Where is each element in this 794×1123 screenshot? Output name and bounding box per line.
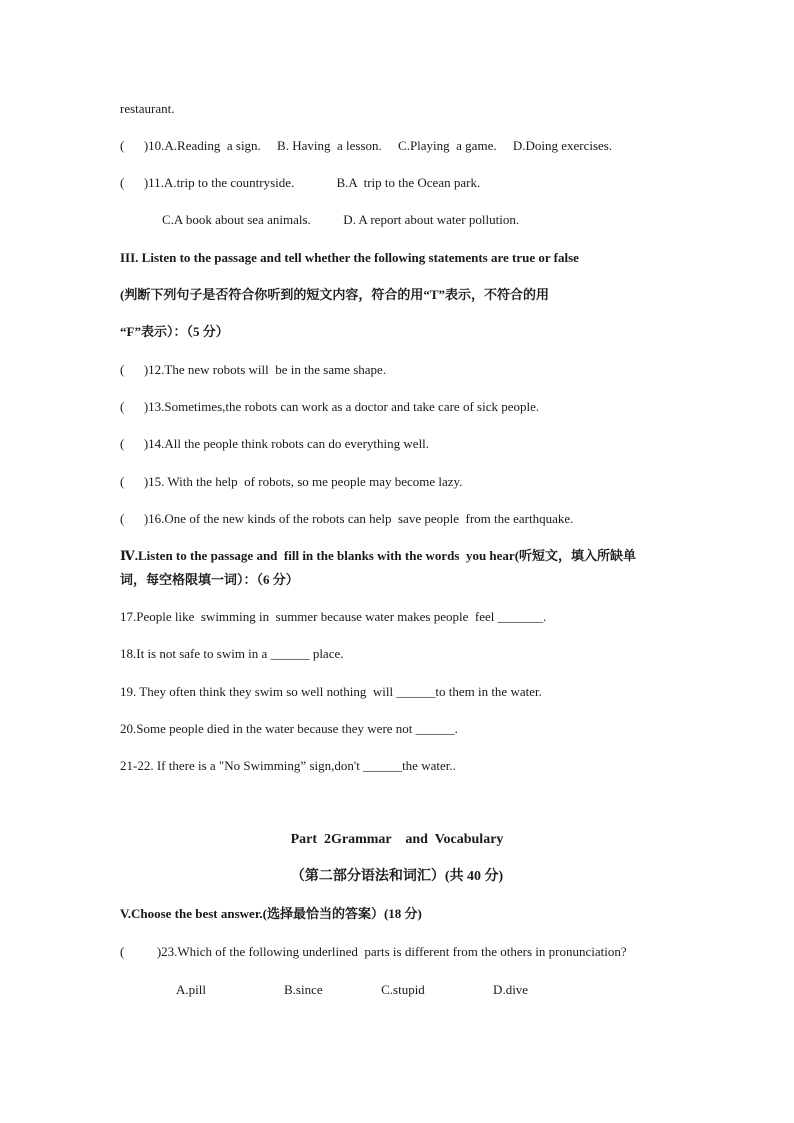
question-10: ( )10.A.Reading a sign. B. Having a lesson. C.Playing a game. D.Doing exercises. — [120, 138, 613, 153]
section-iv-heading: Ⅳ.Listen to the passage and fill in the blanks with the words you hear(听短文，填入所缺单 — [120, 548, 637, 563]
question-11-options: C.A book about sea animals. D. A report about water pollution. — [162, 212, 520, 227]
section-iii-instruction: (判断下列句子是否符合你听到的短文内容，符合的用“T”表示，不符合的用 — [120, 287, 550, 302]
question-21-22: 21-22. If there is a "No Swimming” sign,don't ______the water.. — [120, 758, 456, 773]
question-23: ( )23.Which of the following underlined parts is different from the others in pronunciation? — [120, 944, 627, 959]
section-iii-instruction-2: “F”表示）：（5 分） — [120, 324, 229, 339]
part-2-subtitle: （第二部分语法和词汇）(共 40 分) — [290, 869, 504, 884]
section-iv-heading-2: 词，每空格限填一词）：（6 分） — [120, 572, 299, 587]
section-v-heading: V.Choose the best answer.(选择最恰当的答案）(18 分) — [120, 906, 422, 921]
question-16: ( )16.One of the new kinds of the robots can help save people from the earthquake. — [120, 511, 574, 526]
question-13: ( )13.Sometimes,the robots can work as a doctor and take care of sick people. — [120, 399, 540, 414]
question-20: 20.Some people died in the water because they were not ______. — [120, 721, 458, 736]
question-12: ( )12.The new robots will be in the same shape. — [120, 362, 387, 377]
question-11: ( )11.A.trip to the countryside. B.A trip to the Ocean park. — [120, 175, 481, 190]
question-17: 17.People like swimming in summer because water makes people feel _______. — [120, 609, 547, 624]
section-iii-heading: III. Listen to the passage and tell whether the following statements are true or false — [120, 250, 579, 265]
question-15: ( )15. With the help of robots, so me people may become lazy. — [120, 474, 463, 489]
question-23-options: A.pill B.since C.stupid D.dive — [176, 982, 529, 997]
part-2-title: Part 2Grammar and Vocabulary — [290, 832, 504, 847]
question-18: 18.It is not safe to swim in a ______ place. — [120, 646, 344, 661]
text-line: restaurant. — [120, 101, 175, 116]
question-14: ( )14.All the people think robots can do everything well. — [120, 436, 430, 451]
question-19: 19. They often think they swim so well nothing will ______to them in the water. — [120, 684, 542, 699]
